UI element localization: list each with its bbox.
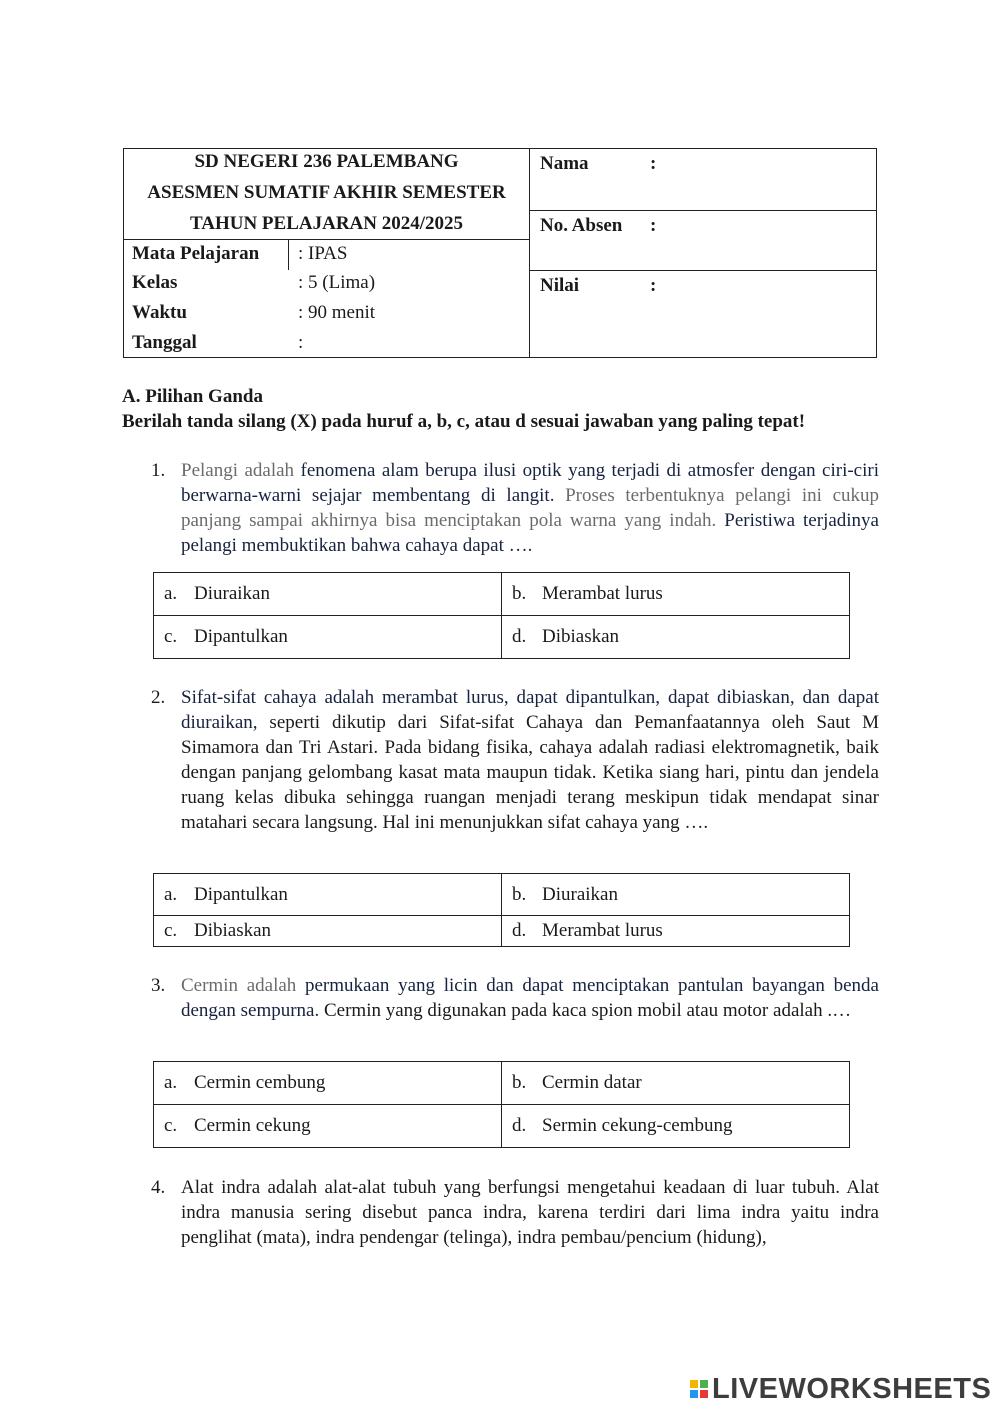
school-block (124, 149, 529, 240)
logo-square-icon (690, 1380, 698, 1388)
option-c[interactable]: c. Dipantulkan (154, 616, 502, 659)
question-3-number: 3. (151, 975, 166, 996)
time-value: : 90 menit (298, 302, 376, 323)
question-1-part: fenomena alam berupa ilusi optik yang terjadi di atmosfer dengan ciri-ciri berwarna-warni sejajar membentang di langit. (181, 460, 879, 506)
name-label: Nama (540, 153, 589, 174)
question-4-text (181, 1175, 879, 1250)
time-label: Waktu (132, 302, 187, 323)
header-table (123, 148, 877, 358)
logo-square-icon (700, 1390, 708, 1398)
question-1-text (181, 458, 879, 558)
question-1-number: 1. (151, 460, 166, 481)
liveworksheets-logo (690, 1372, 991, 1406)
school-name: SD NEGERI 236 PALEMBANG (194, 151, 459, 172)
logo-square-icon (700, 1380, 708, 1388)
option-d[interactable]: d. Sermin cekung-cembung (502, 1105, 850, 1148)
question-1-part: Pelangi adalah (181, 460, 295, 481)
subject-label: Mata Pelajaran (132, 243, 260, 264)
score-colon: : (650, 275, 657, 296)
option-c[interactable]: c. Dibiaskan (154, 916, 502, 947)
date-value: : (298, 332, 304, 353)
absence-number-field[interactable] (530, 211, 876, 271)
option-d[interactable]: d. Merambat lurus (502, 916, 850, 947)
question-2-number: 2. (151, 687, 166, 708)
question-2-part: seperti dikutip dari Sifat-sifat Cahaya dan Pemanfaatannya oleh Saut M Simamora dan Tri Astari. Pada bidang fisika, cahaya adalah radiasi elektromagnetik, baik dengan panjang gelombang kasat mata maupun tidak. Ketika siang hari, pintu dan jendela ruang kelas dibuka sehingga ruangan menjadi terang meskipun tidak mendapat sinar matahari secara langsung. Hal ini menunjukkan sifat cahaya yang …. (181, 712, 879, 833)
date-label: Tanggal (132, 332, 197, 353)
logo-mark-icon (690, 1380, 708, 1398)
question-4-number: 4. (151, 1177, 166, 1198)
logo-text: LIVEWORKSHEETS (712, 1372, 992, 1405)
question-1-part: Peristiwa terjadinya pelangi membuktikan bahwa cahaya dapat …. (181, 510, 879, 556)
class-label: Kelas (132, 272, 178, 293)
question-3-text (181, 973, 879, 1023)
info-divider (288, 240, 289, 270)
name-field[interactable] (530, 149, 876, 211)
name-colon: : (650, 153, 657, 174)
question-3-part: Cermin yang digunakan pada kaca spion mobil atau motor adalah .… (319, 1000, 852, 1021)
question-3-part: Cermin adalah (181, 975, 297, 996)
section-instruction: Berilah tanda silang (X) pada huruf a, b, c, atau d sesuai jawaban yang paling tepat! (122, 411, 806, 432)
class-value: : 5 (Lima) (298, 272, 376, 293)
header-left-panel (124, 149, 530, 357)
option-b[interactable]: b. Merambat lurus (502, 573, 850, 616)
option-c[interactable]: c. Cermin cekung (154, 1105, 502, 1148)
section-title: A. Pilihan Ganda (122, 386, 263, 407)
option-b[interactable]: b. Cermin datar (502, 1062, 850, 1105)
option-a[interactable]: a. Diuraikan (154, 573, 502, 616)
question-2-part: Sifat-sifat cahaya adalah merambat lurus, dapat dipantulkan, dapat dibiaskan, dan dapat diuraikan, (181, 687, 879, 733)
absence-number-colon: : (650, 215, 657, 236)
subject-value: : IPAS (298, 243, 348, 264)
exam-title: ASESMEN SUMATIF AKHIR SEMESTER (147, 182, 506, 203)
academic-year: TAHUN PELAJARAN 2024/2025 (189, 213, 464, 234)
logo-square-icon (690, 1390, 698, 1398)
option-a[interactable]: a. Dipantulkan (154, 874, 502, 916)
option-b[interactable]: b. Diuraikan (502, 874, 850, 916)
question-2-text (181, 685, 879, 835)
question-3-part: permukaan yang licin dan dapat menciptakan pantulan bayangan benda dengan sempurna. (181, 975, 879, 1021)
score-field[interactable] (530, 271, 876, 357)
option-a[interactable]: a. Cermin cembung (154, 1062, 502, 1105)
question-3-options (153, 1061, 850, 1148)
question-1-part: Proses terbentuknya pelangi ini cukup panjang sampai akhirnya bisa menciptakan pola warna yang indah. (181, 485, 880, 531)
absence-number-label: No. Absen (540, 215, 623, 236)
question-2-options (153, 873, 850, 947)
question-4-part: Alat indra adalah alat-alat tubuh yang berfungsi mengetahui keadaan di luar tubuh. Alat indra manusia sering disebut panca indra, karena terdiri dari lima indra yaitu indra penglihat (mata), indra pendengar (telinga), indra pembau/pencium (hidung), (181, 1177, 879, 1248)
score-label: Nilai (540, 275, 580, 296)
option-d[interactable]: d. Dibiaskan (502, 616, 850, 659)
question-1-options (153, 572, 850, 659)
